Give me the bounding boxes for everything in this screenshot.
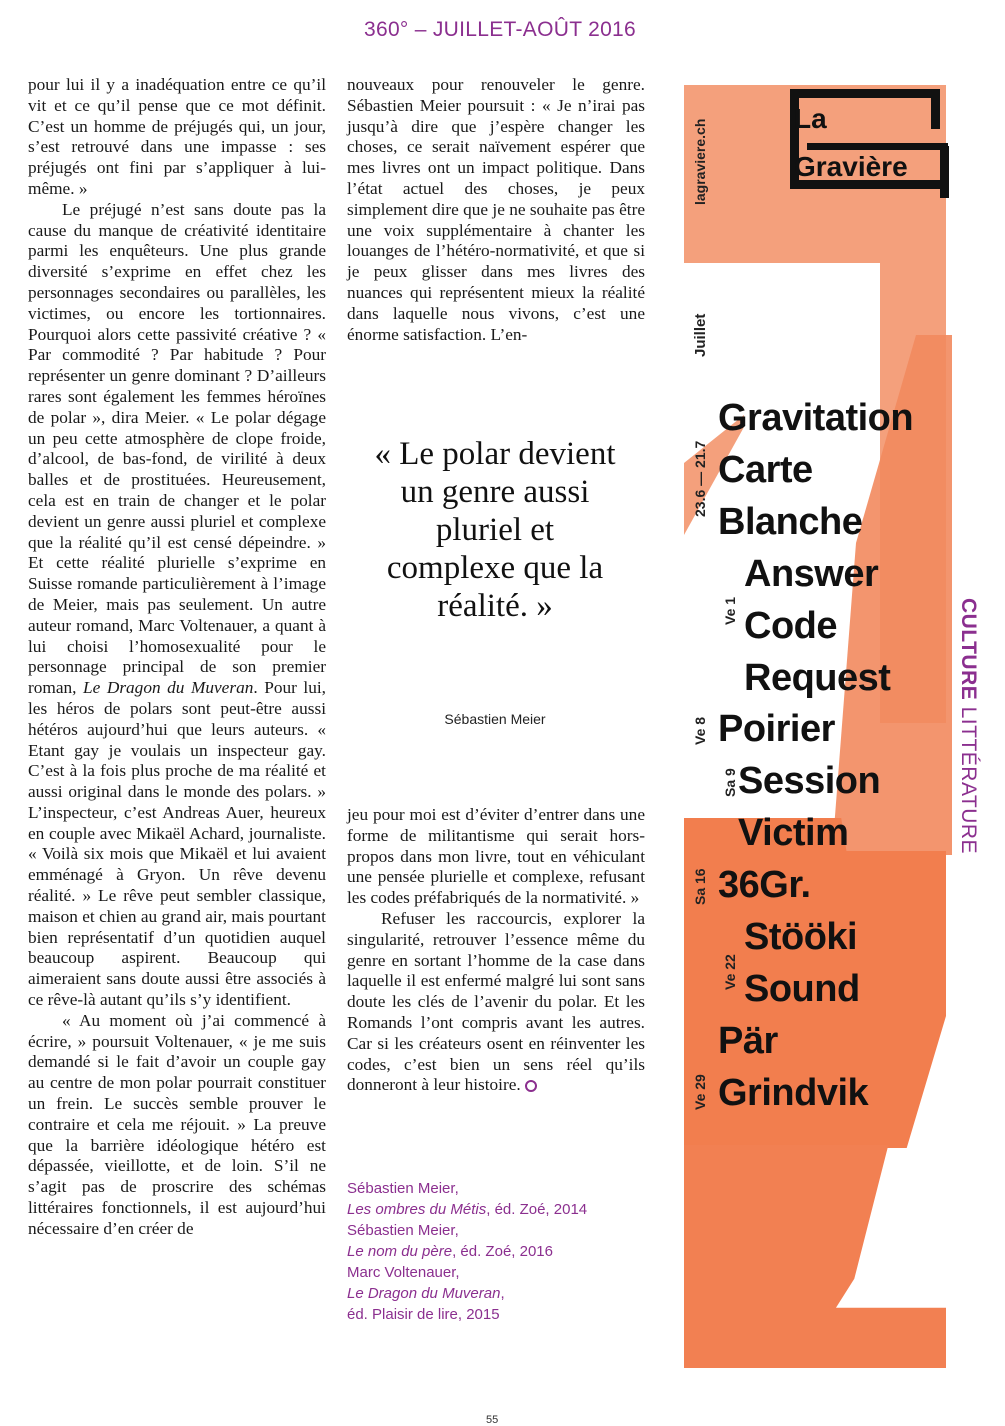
reference-item [347,1178,647,1220]
logo-text-la: La [794,103,827,134]
book-references [347,1178,647,1325]
reference-author: Sébastien Meier, [347,1180,459,1197]
reference-author: Marc Voltenauer, [347,1264,460,1281]
reference-details: , éd. Zoé, 2016 [452,1243,553,1260]
poster-day: Sa 16 [692,868,708,905]
paragraph-text: Refuser les raccourcis, explorer la singularité, retrouver l’essence même du genre en sortant l’homme de la case dans laquelle il est enfermé malgré lui sont sans doute les clés de l’avenir du polar. Et les Romands l’ont compris avant les autres. Car si les créateurs osent en réinventer les codes, c’est bien un sens réel qu’ils donneront à leur histoire. [347,908,645,1095]
logo-bar [807,143,948,150]
reference-title: Le nom du père [347,1243,453,1260]
paragraph: « Au moment où j’ai commencé à écrire, » poursuit Voltenauer, « je me suis demandé si le fait d’avoir un couple gay au centre de mon polar pourrait constituer un frein. Le succès semble prouver le contraire et cela me réjouit. » La preuve que la barrière idéologique hétéro est dépassée, vieillotte, et de loin. S’il ne s’agit pas de proscrire des schémas littéraires fonctionnels, il est aujourd’hui nécessaire d’en créer de [28,1010,326,1238]
poster-day: Ve 1 [722,596,738,625]
pull-quote: « Le polar devient un genre aussi pluriel et complexe que la réalité. » [374,436,616,624]
reference-details: , [500,1285,505,1302]
poster-shape [684,1145,946,1368]
reference-details: , éd. Zoé, 2014 [486,1201,588,1218]
reference-title: Les ombres du Métis [347,1201,487,1218]
event-poster-la-graviere [682,85,952,1382]
page-number: 55 [486,1414,499,1426]
article-column-2-top [347,75,645,345]
section-category: CULTURE [957,598,980,701]
paragraph-text: Le préjugé n’est sans doute pas la cause du manque de créativité identitaire parmi les enquêteurs. Une plus grande diversité s’exprime en effet chez les personnages secondaires ou parallèles, les victimes, ou encore les tortionnaires. Pourquoi alors cette passivité créative ? « Par commodité ? Par habitude ? Pour représenter un genre dominant ? D’ailleurs rares sont également les femmes héroïnes de polar », dira Meier. « Le polar dégage un peu cette atmosphère de clope froide, d’alcool, de bas-fond, de virilité à deux balles et de prostituées. Heureusement, cela est en train de changer et le polar devient un genre aussi pluriel et complexe que la réalité qu’il est censé dépeindre. » Et cette réalité plurielle s’exprime en Suisse romande particulièrement à l’image de Meier, mais pas seulement. Un autre auteur romand, Marc Voltenauer, a quant à lui choisi l’homosexualité pour le personnage principal de son premier roman, [28,199,326,698]
reference-author: Sébastien Meier, [347,1222,459,1239]
act-name: Gravitation [718,397,914,439]
section-label [956,598,980,854]
act-name: Request [744,657,891,699]
poster-day: Ve 22 [722,954,738,990]
paragraph [347,909,645,1096]
act-name: Poirier [718,708,835,750]
article-column-1 [28,75,326,1240]
poster-month: Juillet [692,313,709,357]
act-name: Pär [718,1020,778,1062]
act-name: Session [738,760,881,802]
magazine-issue-header: 360° – JUILLET-AOÛT 2016 [363,18,637,41]
act-name: Blanche [718,501,863,543]
paragraph: pour lui il y a inadéquation entre ce qu’il vit et ce qu’il pense que ce mot définit. C’est un homme de préjugés qui, un jour, s’est retrouvé dans une impasse : ses préjugés ont fini par s’appliquer à lui-même. » [28,75,326,198]
paragraph: jeu pour moi est d’éviter d’entrer dans une forme de militantisme qui serait hors-propos dans mon livre, tout en véhiculant une pensée plurielle et complexe, refusant les codes préfabriqués de la normativité. » [347,805,645,908]
act-name: Carte [718,449,813,491]
paragraph: nouveaux pour renouveler le genre. Sébastien Meier poursuit : « Je n’irai pas jusqu’à dire que j’espère changer les choses, ce serait naïvement espérer que mes livres ont un impact politique. Dans l’état actuel des choses, je peux simplement dire que je ne souhaite pas être une voix supplémentaire à chanter les louanges de l’hétéro-normativité, et que si je peux glisser dans mes livres des nuances qui représentent mieux la réalité dans laquelle nous vivons, c’est une énorme satisfaction. L’en- [347,75,646,344]
reference-item [347,1220,647,1262]
section-subcategory: LITTÉRATURE [957,706,980,855]
act-name: Stööki [744,916,858,958]
act-name: 36Gr. [718,864,811,906]
poster-day: Ve 29 [692,1074,708,1110]
pull-quote-author: Sébastien Meier [444,711,546,727]
reference-details: éd. Plaisir de lire, 2015 [347,1306,500,1323]
logo-text-graviere: Gravière [794,151,908,182]
act-name: Answer [744,553,879,595]
reference-title: Le Dragon du Muveran [347,1285,501,1302]
reference-item [347,1262,647,1325]
paragraph-text: . Pour lui, les héros de polars sont peut-être aussi hétéros aujourd’hui que leurs auteurs. « Etant gay je voulais un inspecteur gay. C’est à la fois plus proche de ma réalité et aussi original dans le monde des polars. » L’inspecteur, c’est Andreas Auer, heureux en couple avec Mikaël Achard, journaliste. « Voilà six mois que Mikaël et lui avaient emménagé à Gryon. Un rêve devenu réalité. » Le rêve peut sembler classique, maison et chien au grand air, mais pourtant bien représentatif d’un quotidien auquel beaucoup aspirent. Beaucoup qui aimeraient sans doute aussi être associés à ce rêve-là autant qu’ils s’y identifient. [28,678,326,1010]
act-name: Code [744,605,837,647]
poster-website: lagraviere.ch [692,118,708,205]
end-of-article-icon [525,1080,537,1092]
act-name: Victim [738,812,849,854]
article-column-2-bottom [347,805,645,1096]
act-name: Grindvik [718,1072,869,1114]
poster-date-range: 23.6 — 21.7 [692,440,708,517]
poster-day: Sa 9 [722,768,738,797]
logo-bar [940,146,949,198]
poster-day: Ve 8 [692,716,708,745]
paragraph [28,200,326,1011]
book-title: Le Dragon du Muveran [83,678,254,698]
act-name: Sound [744,968,860,1010]
